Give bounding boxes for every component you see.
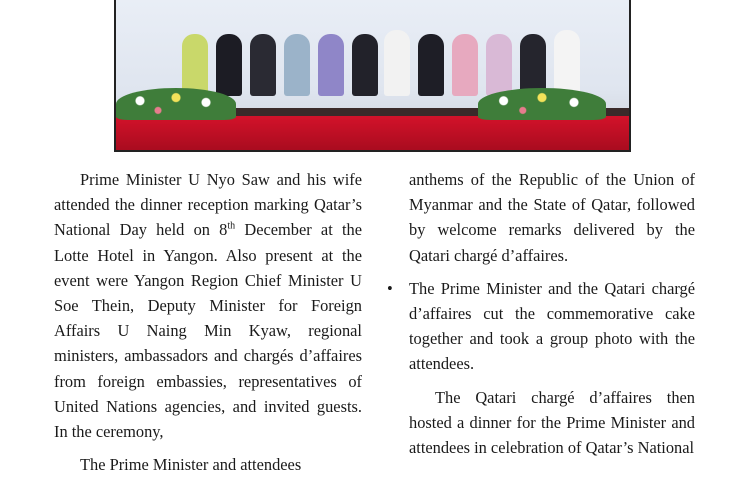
guest-figure [452,34,478,96]
bullet-item [387,276,695,377]
paragraph-text: Prime Minister U Nyo Saw and his wife attended the dinner reception marking Qatar’s National Day held on 8 [54,170,362,240]
guest-figure [554,30,580,96]
left-text-column [54,167,362,477]
guest-figure [486,34,512,96]
guest-figure [520,34,546,96]
guest-figure [250,34,276,96]
flower-arrangement-left [116,88,236,120]
event-photo [114,0,631,152]
paragraph: The Qatari chargé d’affaires then hosted a dinner for the Prime Minister and attendees in celebration of Qatar’s National [409,387,695,458]
right-text-column [387,167,695,460]
ordinal-suffix: th [227,220,236,232]
paragraph [54,167,362,444]
red-stage [116,116,629,150]
guest-figure [284,34,310,96]
guest-figure [418,34,444,96]
paragraph-text: December at the Lotte Hotel in Yangon. Also present at the event were Yangon Region Chief Minister U Soe Thein, Deputy Minister for Foreign Affairs U Naing Min Kyaw, regional ministers, ambassadors and chargés d’affaires from foreign embassies, representatives of United Nations agencies, and invited guests. In the ceremony, [54,220,362,442]
bullet-text: The Prime Minister and the Qatari chargé d’affaires cut the commemorative cake together and took a group photo with the attendees. [409,278,695,374]
paragraph: anthems of the Republic of the Union of Myanmar and the State of Qatar, followed by welcome remarks delivered by the Qatari chargé d’affaires. [409,170,695,265]
guest-figure [216,34,242,96]
guest-figure [384,30,410,96]
bullet-icon: • [387,278,393,298]
paragraph-partial: The Prime Minister and attendees [80,455,302,475]
guest-figure [318,34,344,96]
guest-figure [352,34,378,96]
flower-arrangement-right [478,88,606,120]
guest-figure [182,34,208,96]
